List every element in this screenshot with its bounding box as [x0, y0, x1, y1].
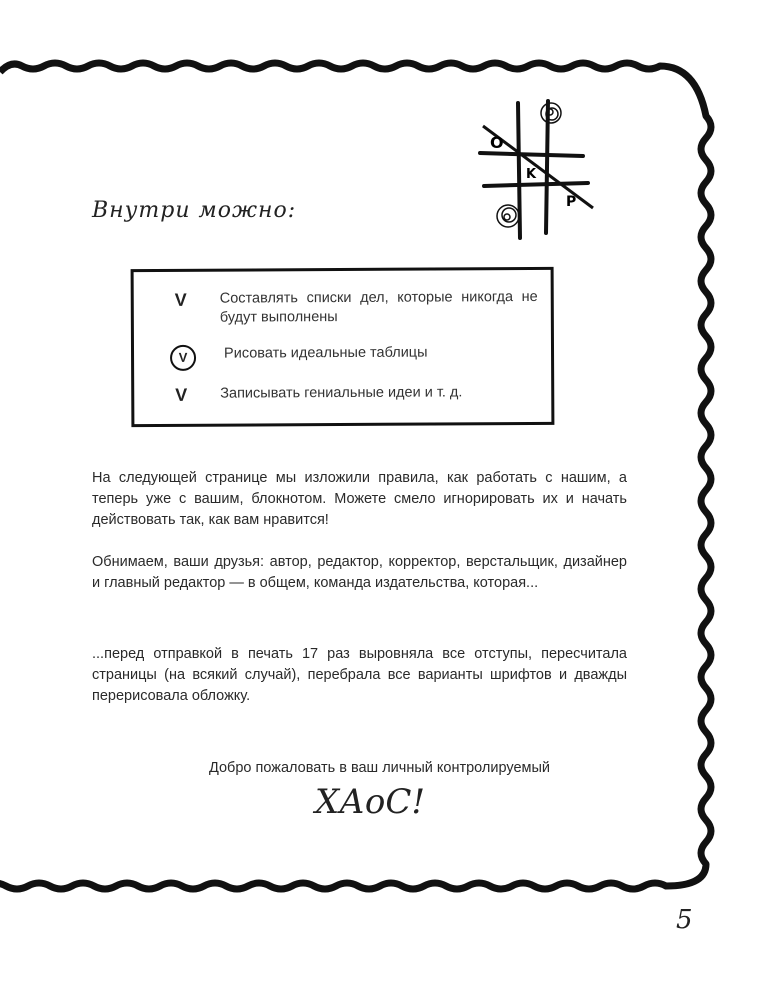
paragraph-preparation: ...перед отправкой в печать 17 раз выровняла все отступы, пересчитала страницы (на всякий случай), перебрала все варианты шрифтов и дважды перерисовала обложку.: [92, 646, 627, 704]
checklist-item: [164, 288, 538, 328]
tic-tac-toe-doodle: [478, 98, 598, 243]
checkmark-icon: V: [175, 384, 188, 405]
checklist-item: [164, 343, 542, 371]
paragraph-rules: На следующей странице мы изложили правила, как работать с нашим, а теперь уже с вашим, блокнотом. Можете смело игнорировать их и начать действовать так, как вам нравится!: [92, 470, 627, 528]
mark-p: P: [566, 194, 577, 210]
mark-k: K: [526, 167, 537, 182]
checklist-box: [131, 267, 555, 427]
checkmark-icon: V: [174, 289, 187, 310]
checklist-item: [164, 383, 538, 406]
page-number: 5: [676, 905, 693, 935]
checklist-item-text: Составлять списки дел, которые никогда не будут выполнены: [219, 288, 538, 326]
page-heading: Внутри можно:: [92, 198, 297, 223]
paragraph-team: Обнимаем, ваши друзья: автор, редактор, корректор, верстальщик, дизайнер и главный редактор — в общем, команда издательства, которая...: [92, 554, 627, 591]
mark-o: O: [490, 133, 504, 152]
welcome-text: Добро пожаловать в ваш личный контролируемый: [208, 760, 551, 776]
checklist-item-text: Записывать гениальные идеи и т. д.: [220, 384, 463, 402]
checklist-item-text: Рисовать идеальные таблицы: [223, 344, 428, 362]
chaos-lettering: ХАоС!: [314, 782, 426, 822]
scribble-icon: [497, 103, 561, 227]
circled-checkmark-icon: V: [170, 345, 196, 371]
